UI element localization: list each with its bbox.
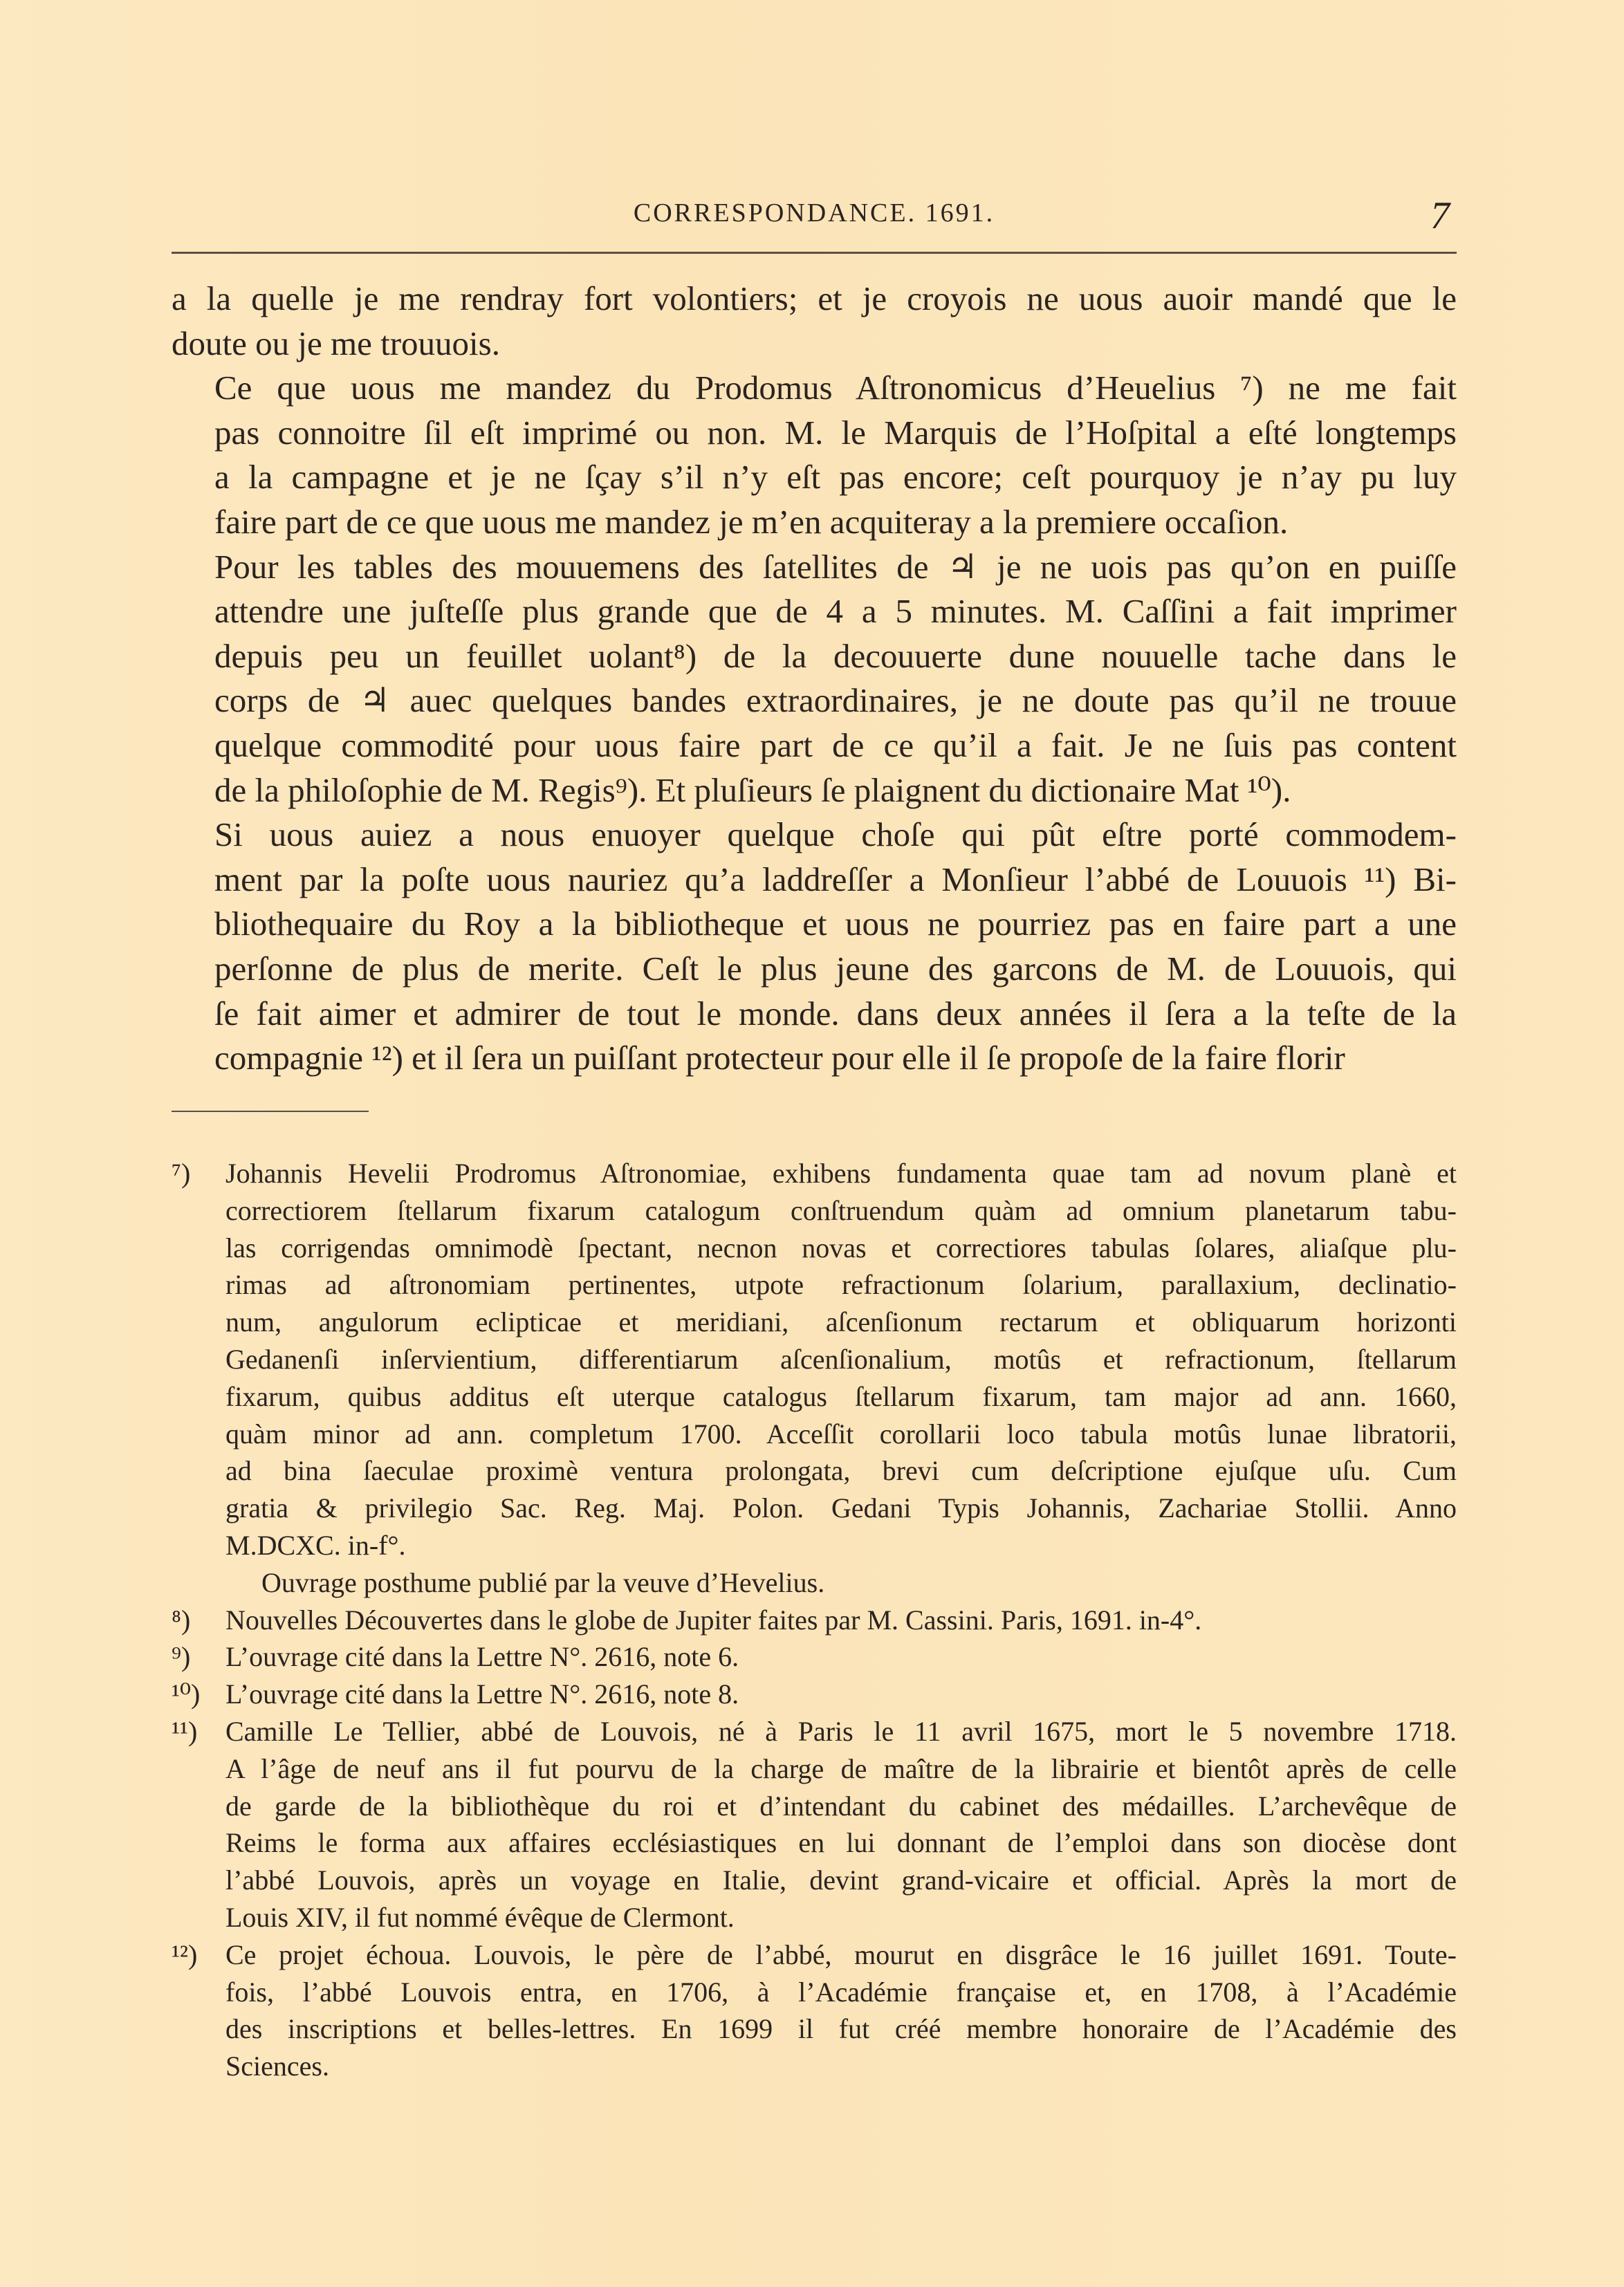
footnote (172, 1638, 1457, 1676)
footnote-line: L’ouvrage cité dans la Lettre N°. 2616, note 6. (225, 1641, 739, 1673)
footnote-line: Camille Le Tellier, abbé de Louvois, né à Paris le 11 avril 1675, mort le 5 novembre 1718. (225, 1715, 1457, 1747)
footnote-line: Ce projet échoua. Louvois, le père de l’abbé, mourut en disgrâce le 16 juillet 1691. Toute- (225, 1938, 1457, 1970)
running-head (172, 194, 1457, 239)
footnote-marker: ¹²) (172, 1938, 198, 1970)
footnote-line: gratia & privilegio Sac. Reg. Maj. Polon. Gedani Typis Johannis, Zachariae Stollii. Anno (225, 1492, 1457, 1524)
footnote-line: fois, l’abbé Louvois entra, en 1706, à l’Académie française et, en 1708, à l’Académie (225, 1976, 1457, 2008)
footnote (172, 1155, 1457, 1602)
body-paragraph (172, 366, 1457, 544)
footnote-line: des inscriptions et belles-lettres. En 1699 il fut créé membre honoraire de l’Académie des (225, 2013, 1457, 2045)
text-line: de la philoſophie de M. Regis⁹). Et pluſieurs ſe plaignent du dictionaire Mat ¹⁰). (214, 770, 1291, 809)
text-line: perſonne de plus de merite. Ceſt le plus jeune des garcons de M. de Louuois, qui (214, 949, 1457, 988)
footnote-line: M.DCXC. in-f°. (225, 1529, 406, 1561)
footnote-marker: ⁸) (172, 1604, 191, 1636)
footnote-line: A l’âge de neuf ans il fut pourvu de la charge de maître de la librairie et bientôt après de celle (225, 1752, 1457, 1784)
text-line: a la campagne et je ne ſçay s’il n’y eſt pas encore; ceſt pourquoy je n’ay pu luy (214, 458, 1457, 497)
page-number: 7 (1430, 194, 1450, 237)
letter-body (172, 277, 1457, 1081)
footnote-line: Johannis Hevelii Prodromus Aſtronomiae, exhibens fundamenta quae tam ad novum planè et (225, 1158, 1457, 1189)
footnote-line: l’abbé Louvois, après un voyage en Italie, devint grand-vicaire et official. Après la mort de (225, 1864, 1457, 1896)
footnote (172, 1676, 1457, 1713)
text-line: ſe fait aimer et admirer de tout le monde. dans deux années il ſera a la teſte de la (214, 994, 1457, 1033)
footnote (172, 1713, 1457, 1936)
text-line: ment par la poſte uous nauriez qu’a laddreſſer a Monſieur l’abbé de Louuois ¹¹) Bi- (214, 860, 1457, 898)
body-paragraph (172, 545, 1457, 813)
text-line: Si uous auiez a nous enuoyer quelque choſe qui pût eſtre porté commodem- (214, 815, 1457, 854)
footnote-line: rimas ad aſtronomiam pertinentes, utpote refractionum ſolarium, parallaxium, declinatio- (225, 1269, 1457, 1301)
text-line: faire part de ce que uous me mandez je m’en acquiteray a la premiere occaſion. (214, 502, 1289, 541)
footnote-line: Sciences. (225, 2050, 329, 2082)
text-line: attendre une juſteſſe plus grande que de 4 a 5 minutes. M. Caſſini a fait imprimer (214, 592, 1457, 631)
footnote-line: correctiorem ſtellarum fixarum catalogum conſtruendum quàm ad omnium planetarum tabu- (225, 1194, 1457, 1226)
text-line: a la quelle je me rendray fort volontiers; et je croyois ne uous auoir mandé que le (172, 279, 1457, 317)
header-rule (172, 252, 1457, 254)
footnote-marker: ¹¹) (172, 1715, 198, 1747)
footnote-line: L’ouvrage cité dans la Lettre N°. 2616, note 8. (225, 1678, 739, 1710)
footnote (172, 1602, 1457, 1639)
body-paragraph (172, 813, 1457, 1081)
footnote-remark: Ouvrage posthume publié par la veuve d’Hevelius. (261, 1566, 825, 1598)
footnote (172, 1936, 1457, 2085)
footnote-line: Reims le forma aux affaires ecclésiastiques en lui donnant de l’emploi dans son diocèse dont (225, 1827, 1457, 1859)
footnote-marker: ⁹) (172, 1641, 191, 1673)
footnote-line: Nouvelles Découvertes dans le globe de Jupiter faites par M. Cassini. Paris, 1691. in-4°. (225, 1604, 1202, 1636)
footnote-line: num, angulorum eclipticae et meridiani, aſcenſionum rectarum et obliquarum horizonti (225, 1306, 1457, 1338)
footnotes (172, 1155, 1457, 2085)
text-line: bliothequaire du Roy a la bibliotheque et uous ne pourriez pas en faire part a une (214, 905, 1457, 943)
text-line: pas connoitre ſil eſt imprimé ou non. M. le Marquis de l’Hoſpital a eſté longtemps (214, 413, 1457, 452)
text-line: corps de ♃ auec quelques bandes extraordinaires, je ne doute pas qu’il ne trouue (214, 681, 1457, 720)
footnote-marker: ¹⁰) (172, 1678, 201, 1710)
footnote-separator (172, 1111, 369, 1112)
text-line: Ce que uous me mandez du Prodomus Aſtronomicus d’Heuelius ⁷) ne me fait (214, 369, 1457, 407)
text-line: compagnie ¹²) et il ſera un puiſſant protecteur pour elle il ſe propoſe de la faire florir (214, 1039, 1345, 1077)
text-line: quelque commodité pour uous faire part de ce qu’il a fait. Je ne ſuis pas content (214, 725, 1457, 764)
running-title: CORRESPONDANCE. 1691. (633, 198, 995, 228)
footnote-line: Louis XIV, il fut nommé évêque de Clermont. (225, 1901, 735, 1933)
text-line: doute ou je me trouuois. (172, 324, 500, 362)
footnote-line: quàm minor ad ann. completum 1700. Acceſſit corollarii loco tabula motûs lunae libratorii, (225, 1418, 1457, 1450)
footnote-line: las corrigendas omnimodè ſpectant, necnon novas et correctiores tabulas ſolares, aliaſque plu- (225, 1232, 1457, 1263)
footnote-line: ad bina ſaeculae proximè ventura prolongata, brevi cum deſcriptione ejuſque uſu. Cum (225, 1455, 1457, 1487)
text-line: depuis peu un feuillet uolant⁸) de la decouuerte dune nouuelle tache dans le (214, 636, 1457, 675)
footnote-line: fixarum, quibus additus eſt uterque catalogus ſtellarum fixarum, tam major ad ann. 1660, (225, 1380, 1457, 1412)
footnote-marker: ⁷) (172, 1158, 191, 1189)
footnote-line: de garde de la bibliothèque du roi et d’intendant du cabinet des médailles. L’archevêque de (225, 1790, 1457, 1822)
text-line: Pour les tables des mouuemens des ſatellites de ♃ je ne uois pas qu’on en puiſſe (214, 547, 1457, 586)
body-paragraph (172, 277, 1457, 366)
footnote-line: Gedanenſi inſervientium, differentiarum aſcenſionalium, motûs et refractionum, ſtellarum (225, 1343, 1457, 1375)
